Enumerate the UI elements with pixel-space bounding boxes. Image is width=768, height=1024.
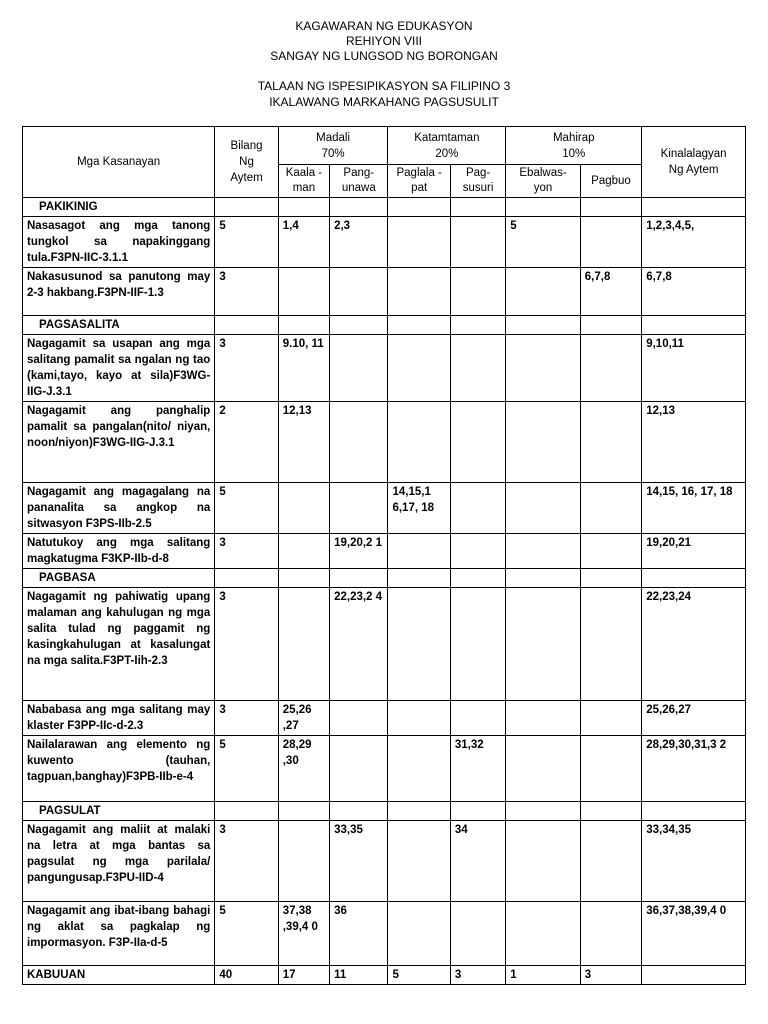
cell-pagbuo xyxy=(580,588,641,701)
cell-paglalapat xyxy=(388,534,450,569)
specification-table xyxy=(22,126,746,985)
skill-description: Nababasa ang mga salitang may klaster F3PP-IIc-d-2.3 xyxy=(23,701,215,736)
item-count: 3 xyxy=(215,268,278,316)
cell-kaalaman: 12,13 xyxy=(278,402,329,483)
table-row xyxy=(23,483,746,534)
cell-kaalaman: 9.10, 11 xyxy=(278,335,329,402)
table-row xyxy=(23,217,746,268)
total-kinalalagyan xyxy=(642,966,746,985)
header-division: SANGAY NG LUNGSOD NG BORONGAN xyxy=(270,49,498,63)
total-label: KABUUAN xyxy=(23,966,215,985)
table-row xyxy=(23,402,746,483)
total-ebalwasyon: 1 xyxy=(506,966,581,985)
section-pagsasalita: PAGSASALITA xyxy=(23,316,215,335)
table-row xyxy=(23,588,746,701)
section-pagbasa: PAGBASA xyxy=(23,569,215,588)
skill-description: Nailalarawan ang elemento ng kuwento (tauhan, tagpuan,banghay)F3PB-IIb-e-4 xyxy=(23,736,215,802)
total-pagbuo: 3 xyxy=(580,966,641,985)
cell-ebalwasyon xyxy=(506,268,581,316)
subheader-pangunawa: Pang- unawa xyxy=(330,165,388,198)
skill-description: Natutukoy ang mga salitang magkatugma F3KP-IIb-d-8 xyxy=(23,534,215,569)
skill-description: Nagagamit ang maliit at malaki na letra at mga bantas sa pagsulat ng mga parilala/ pangungusap.F3PU-IID-4 xyxy=(23,821,215,902)
subheader-pagsusuri: Pag- susuri xyxy=(450,165,505,198)
cell-pangunawa: 36 xyxy=(330,902,388,966)
cell-paglalapat xyxy=(388,335,450,402)
cell-paglalapat: 14,15,1 6,17, 18 xyxy=(388,483,450,534)
cell-pangunawa xyxy=(330,268,388,316)
cell-kaalaman xyxy=(278,534,329,569)
cell-pagbuo xyxy=(580,217,641,268)
cell-pangunawa xyxy=(330,335,388,402)
skill-description: Nakasusunod sa panutong may 2-3 hakbang.F3PN-IIF-1.3 xyxy=(23,268,215,316)
subheader-paglalapat: Paglala -pat xyxy=(388,165,450,198)
item-count: 5 xyxy=(215,736,278,802)
item-count: 5 xyxy=(215,217,278,268)
cell-pagbuo xyxy=(580,902,641,966)
cell-pagsusuri: 31,32 xyxy=(450,736,505,802)
cell-pagbuo: 6,7,8 xyxy=(580,268,641,316)
cell-kinalalagyan: 14,15, 16, 17, 18 xyxy=(642,483,746,534)
cell-pangunawa: 2,3 xyxy=(330,217,388,268)
col-header-kinalalagyan: Kinalalagyan Ng Aytem xyxy=(642,127,746,198)
skill-description: Nagagamit ang magagalang na pananalita sa angkop na sitwasyon F3PS-IIb-2.5 xyxy=(23,483,215,534)
cell-pagbuo xyxy=(580,534,641,569)
cell-kinalalagyan: 12,13 xyxy=(642,402,746,483)
cell-pangunawa xyxy=(330,736,388,802)
cell-kinalalagyan: 1,2,3,4,5, xyxy=(642,217,746,268)
document-subtitle: IKALAWANG MARKAHANG PAGSUSULIT xyxy=(269,95,499,109)
cell-kaalaman xyxy=(278,268,329,316)
table-row xyxy=(23,902,746,966)
item-count: 2 xyxy=(215,402,278,483)
cell-ebalwasyon xyxy=(506,821,581,902)
col-header-kasanayan: Mga Kasanayan xyxy=(23,127,215,198)
cell-pangunawa: 33,35 xyxy=(330,821,388,902)
col-header-katamtaman: Katamtaman 20% xyxy=(388,127,506,165)
cell-pagsusuri: 34 xyxy=(450,821,505,902)
cell-paglalapat xyxy=(388,821,450,902)
col-header-bilang: Bilang Ng Aytem xyxy=(215,127,278,198)
cell-ebalwasyon xyxy=(506,902,581,966)
cell-ebalwasyon xyxy=(506,701,581,736)
cell-paglalapat xyxy=(388,902,450,966)
total-bilang: 40 xyxy=(215,966,278,985)
cell-pagbuo xyxy=(580,701,641,736)
table-row xyxy=(23,335,746,402)
cell-kaalaman: 1,4 xyxy=(278,217,329,268)
cell-pagsusuri xyxy=(450,335,505,402)
skill-description: Nasasagot ang mga tanong tungkol sa napakinggang tula.F3PN-IIC-3.1.1 xyxy=(23,217,215,268)
cell-pagsusuri xyxy=(450,268,505,316)
cell-paglalapat xyxy=(388,268,450,316)
cell-pagbuo xyxy=(580,821,641,902)
cell-kinalalagyan: 6,7,8 xyxy=(642,268,746,316)
cell-paglalapat xyxy=(388,217,450,268)
total-kaalaman: 17 xyxy=(278,966,329,985)
cell-pagsusuri xyxy=(450,701,505,736)
item-count: 5 xyxy=(215,902,278,966)
cell-kaalaman: 37,38 ,39,4 0 xyxy=(278,902,329,966)
cell-pangunawa xyxy=(330,402,388,483)
cell-kinalalagyan: 33,34,35 xyxy=(642,821,746,902)
table-row xyxy=(23,701,746,736)
item-count: 3 xyxy=(215,701,278,736)
cell-kaalaman xyxy=(278,821,329,902)
cell-kinalalagyan: 22,23,24 xyxy=(642,588,746,701)
cell-pangunawa: 22,23,2 4 xyxy=(330,588,388,701)
total-row xyxy=(23,966,746,985)
cell-kinalalagyan: 9,10,11 xyxy=(642,335,746,402)
header-region: REHIYON VIII xyxy=(345,34,422,48)
cell-kinalalagyan: 36,37,38,39,4 0 xyxy=(642,902,746,966)
cell-ebalwasyon xyxy=(506,534,581,569)
table-row xyxy=(23,821,746,902)
cell-ebalwasyon xyxy=(506,402,581,483)
item-count: 3 xyxy=(215,821,278,902)
cell-pagsusuri xyxy=(450,534,505,569)
item-count: 3 xyxy=(215,588,278,701)
subheader-pagbuo: Pagbuo xyxy=(580,165,641,198)
cell-ebalwasyon xyxy=(506,335,581,402)
item-count: 3 xyxy=(215,335,278,402)
skill-description: Nagagamit ang panghalip pamalit sa pangalan(nito/ niyan, noon/niyon)F3WG-IIG-J.3.1 xyxy=(23,402,215,483)
cell-paglalapat xyxy=(388,701,450,736)
skill-description: Nagagamit ang ibat-ibang bahagi ng aklat sa pagkalap ng impormasyon. F3P-IIa-d-5 xyxy=(23,902,215,966)
total-pagsusuri: 3 xyxy=(450,966,505,985)
cell-kinalalagyan: 28,29,30,31,3 2 xyxy=(642,736,746,802)
table-row xyxy=(23,268,746,316)
cell-paglalapat xyxy=(388,588,450,701)
cell-ebalwasyon xyxy=(506,483,581,534)
skill-description: Nagagamit ng pahiwatig upang malaman ang kahulugan ng mga salita tulad ng paggamit ng kasingkahulugan at kasalungat na mga salita.F3PT-Iih-2.3 xyxy=(23,588,215,701)
item-count: 5 xyxy=(215,483,278,534)
cell-pagbuo xyxy=(580,483,641,534)
cell-pagsusuri xyxy=(450,902,505,966)
section-pagsulat: PAGSULAT xyxy=(23,802,215,821)
cell-pangunawa xyxy=(330,483,388,534)
subheader-kaalaman: Kaala -man xyxy=(278,165,329,198)
col-header-madali: Madali 70% xyxy=(278,127,388,165)
skill-description: Nagagamit sa usapan ang mga salitang pamalit sa ngalan ng tao (kami,tayo, kayo at sila)F3WG-IIG-J.3.1 xyxy=(23,335,215,402)
cell-pagbuo xyxy=(580,736,641,802)
cell-ebalwasyon: 5 xyxy=(506,217,581,268)
table-row xyxy=(23,736,746,802)
cell-pagsusuri xyxy=(450,483,505,534)
section-pakikinig: PAKIKINIG xyxy=(23,198,215,217)
cell-pagsusuri xyxy=(450,588,505,701)
cell-kaalaman xyxy=(278,588,329,701)
cell-pagbuo xyxy=(580,402,641,483)
cell-paglalapat xyxy=(388,736,450,802)
header-department: KAGAWARAN NG EDUKASYON xyxy=(295,19,473,33)
cell-pagsusuri xyxy=(450,217,505,268)
cell-kaalaman: 28,29 ,30 xyxy=(278,736,329,802)
cell-kinalalagyan: 25,26,27 xyxy=(642,701,746,736)
col-header-mahirap: Mahirap 10% xyxy=(506,127,642,165)
subheader-ebalwasyon: Ebalwas- yon xyxy=(506,165,581,198)
cell-ebalwasyon xyxy=(506,588,581,701)
cell-pagbuo xyxy=(580,335,641,402)
total-paglalapat: 5 xyxy=(388,966,450,985)
cell-ebalwasyon xyxy=(506,736,581,802)
cell-kinalalagyan: 19,20,21 xyxy=(642,534,746,569)
total-pangunawa: 11 xyxy=(330,966,388,985)
cell-pagsusuri xyxy=(450,402,505,483)
cell-pangunawa: 19,20,2 1 xyxy=(330,534,388,569)
table-row xyxy=(23,534,746,569)
cell-kaalaman: 25,26 ,27 xyxy=(278,701,329,736)
item-count: 3 xyxy=(215,534,278,569)
document-title: TALAAN NG ISPESIPIKASYON SA FILIPINO 3 xyxy=(257,79,511,93)
cell-kaalaman xyxy=(278,483,329,534)
cell-paglalapat xyxy=(388,402,450,483)
cell-pangunawa xyxy=(330,701,388,736)
